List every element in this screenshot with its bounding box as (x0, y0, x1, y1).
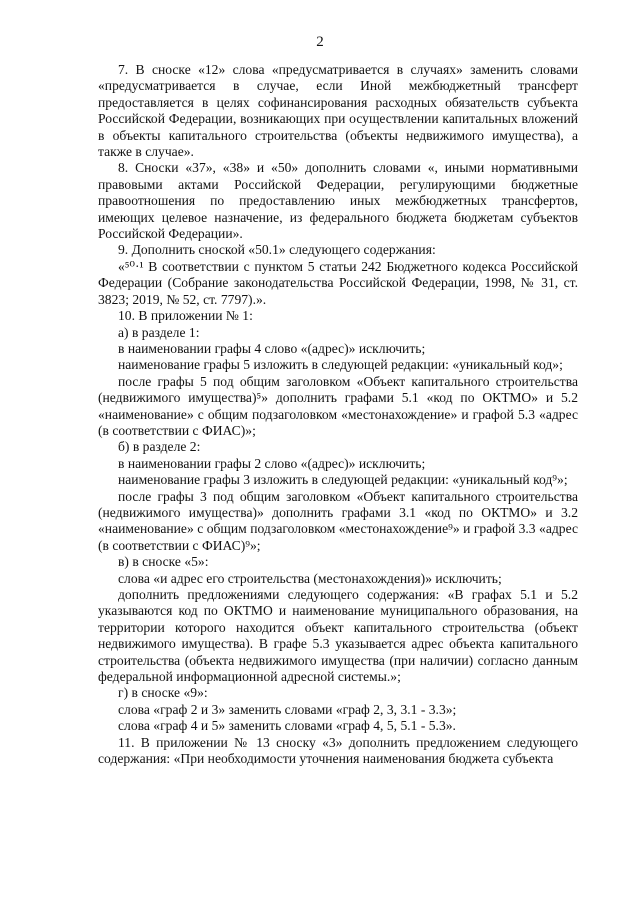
list-item: в наименовании графы 2 слово «(адрес)» исключить; (118, 455, 426, 471)
list-item: наименование графы 5 изложить в следующей редакции: «уникальный код»; (118, 357, 563, 373)
list-item: слова «и адрес его строительства (местонахождения)» исключить; (118, 570, 502, 586)
subitem-g: г) в сноске «9»: (118, 685, 208, 701)
subitem-v: в) в сноске «5»: (118, 554, 209, 570)
footnote-50-1-text: «⁵⁰·¹ В соответствии с пунктом 5 статьи 242 Бюджетного кодекса Российской Федерации (Собрание законодательства Российской Федерации, 1998, № 31, ст. 3823; 2019, № 52, ст. 7797).». (98, 258, 578, 307)
page-number: 2 (316, 34, 324, 50)
list-item: слова «граф 4 и 5» заменить словами «граф 4, 5, 5.1 - 5.3». (118, 718, 456, 734)
paragraph-7: 7. В сноске «12» слова «предусматривается в случаях» заменить словами «предусматривается в случае, если Иной межбюджетный трансферт предоставляется в целях софинансирования расходных обязательств субъекта Российской Федерации, возникающих при осуществлении капитальных вложений в объекты капитального строительства (объекты недвижимого имущества), а также в случае». (98, 62, 578, 160)
list-item: в наименовании графы 4 слово «(адрес)» исключить; (118, 340, 426, 356)
paragraph-11: 11. В приложении № 13 сноску «3» дополнить предложением следующего содержания: «При необходимости уточнения наименования бюджета субъекта (98, 734, 578, 767)
list-item: наименование графы 3 изложить в следующей редакции: «уникальный код⁹»; (118, 472, 568, 488)
paragraph-9: 9. Дополнить сноской «50.1» следующего содержания: (118, 242, 436, 258)
list-item: после графы 3 под общим заголовком «Объект капитального строительства (недвижимого имущества)» дополнить графами 3.1 «код по ОКТМО» и 3.2 «наименование» с общим подзаголовком «местонахождение⁹» и графой 3.3 «адрес (в соответствии с ФИАС)⁹»; (98, 488, 578, 553)
list-item: дополнить предложениями следующего содержания: «В графах 5.1 и 5.2 указываются код по ОКТМО и наименование муниципального образования, на территории которого находится объект капитального строительства (объект недвижимого имущества). В графе 5.3 указывается адрес объекта капитального строительства (объекта недвижимого имущества (при наличии) согласно данным федеральной информационной адресной системы.»; (98, 587, 578, 685)
subitem-a: а) в разделе 1: (118, 324, 200, 340)
list-item: слова «граф 2 и 3» заменить словами «граф 2, 3, 3.1 - 3.3»; (118, 701, 457, 717)
paragraph-10: 10. В приложении № 1: (118, 308, 253, 324)
document-body (98, 62, 578, 767)
subitem-b: б) в разделе 2: (118, 439, 201, 455)
paragraph-8: 8. Сноски «37», «38» и «50» дополнить словами «, иными нормативными правовыми актами Российской Федерации, регулирующими бюджетные правоотношения по предоставлению иных межбюджетных трансфертов, имеющих целевое назначение, из федерального бюджета бюджетам субъектов Российской Федерации». (98, 160, 578, 242)
list-item: после графы 5 под общим заголовком «Объект капитального строительства (недвижимого имущества)⁵» дополнить графами 5.1 «код по ОКТМО» и 5.2 «наименование» с общим подзаголовком «местонахождение» и графой 5.3 «адрес (в соответствии с ФИАС)»; (98, 373, 578, 438)
